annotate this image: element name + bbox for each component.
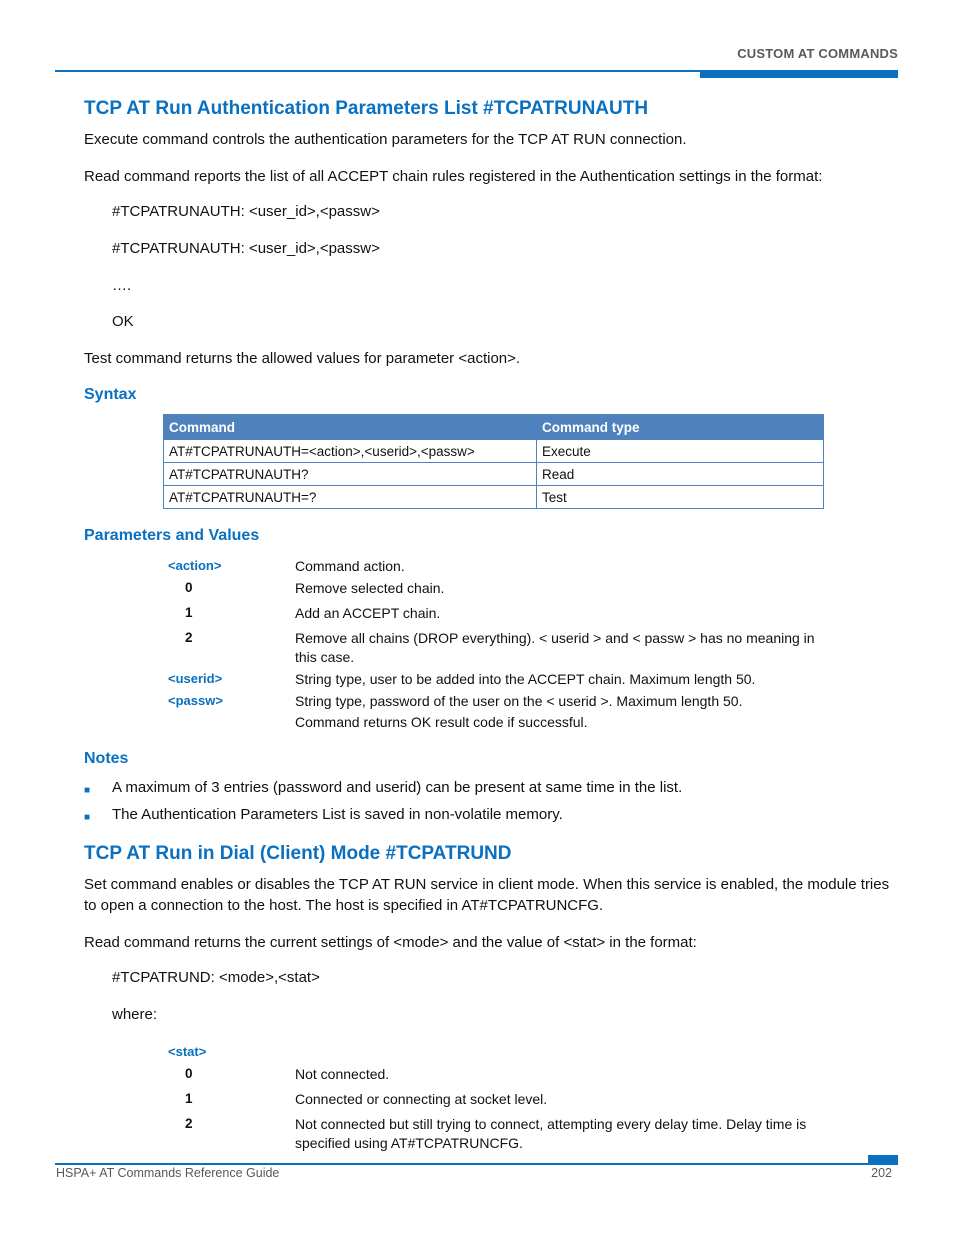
note-item: The Authentication Parameters List is saved in non-volatile memory. bbox=[112, 806, 563, 823]
format-line: #TCPATRUNAUTH: <user_id>,<passw> bbox=[112, 240, 380, 257]
section-title-tcpatrund: TCP AT Run in Dial (Client) Mode #TCPATRUND bbox=[84, 843, 512, 864]
table-row bbox=[164, 463, 824, 486]
section-title-tcpatrunauth: TCP AT Run Authentication Parameters List #TCPATRUNAUTH bbox=[84, 98, 649, 119]
footer-rule bbox=[55, 1163, 898, 1165]
syntax-heading: Syntax bbox=[84, 386, 137, 403]
param-name-userid: <userid> bbox=[168, 671, 223, 686]
format-line: #TCPATRUNAUTH: <user_id>,<passw> bbox=[112, 203, 380, 220]
column-header: Command bbox=[164, 415, 537, 440]
test-command-paragraph: Test command returns the allowed values for parameter <action>. bbox=[84, 350, 521, 367]
format-ellipsis: …. bbox=[112, 277, 132, 294]
table-row bbox=[164, 440, 824, 463]
param-value-desc: Remove selected chain. bbox=[295, 580, 445, 596]
format-ok: OK bbox=[112, 313, 134, 330]
syntax-table bbox=[163, 414, 824, 509]
param-value-desc: Not connected but still trying to connect, attempting every delay time. Delay time is specified using AT#TCPATRUNCFG. bbox=[295, 1116, 807, 1151]
parameters-heading: Parameters and Values bbox=[84, 527, 260, 544]
table-header-row bbox=[164, 415, 824, 440]
note-item: A maximum of 3 entries (password and userid) can be present at same time in the list. bbox=[112, 779, 683, 796]
param-name-stat: <stat> bbox=[168, 1044, 207, 1059]
param-name-action: <action> bbox=[168, 558, 222, 573]
command-cell: AT#TCPATRUNAUTH=<action>,<userid>,<passw> bbox=[164, 440, 537, 463]
table-row bbox=[164, 486, 824, 509]
param-desc-passw: String type, password of the user on the < userid >. Maximum length 50. bbox=[295, 693, 743, 709]
where-label: where: bbox=[112, 1006, 158, 1023]
param-desc-action: Command action. bbox=[295, 558, 405, 574]
bullet-square-icon: ■ bbox=[84, 812, 91, 823]
param-value-desc: Not connected. bbox=[295, 1066, 390, 1082]
column-header: Command type bbox=[537, 415, 824, 440]
header-rule-accent bbox=[700, 70, 898, 78]
read-command-paragraph: Read command reports the list of all ACCEPT chain rules registered in the Authentication settings in the format: bbox=[84, 168, 823, 185]
param-value: 2 bbox=[185, 630, 193, 645]
bullet-square-icon: ■ bbox=[84, 785, 91, 796]
read-command-paragraph: Read command returns the current settings of <mode> and the value of <stat> in the format: bbox=[84, 934, 697, 951]
intro-paragraph: Execute command controls the authentication parameters for the TCP AT RUN connection. bbox=[84, 131, 687, 148]
running-header: CUSTOM AT COMMANDS bbox=[737, 46, 898, 61]
param-value: 0 bbox=[185, 580, 193, 595]
format-line: #TCPATRUND: <mode>,<stat> bbox=[112, 969, 320, 986]
param-value: 0 bbox=[185, 1066, 193, 1081]
command-type-cell: Test bbox=[537, 486, 824, 509]
footer-doc-title: HSPA+ AT Commands Reference Guide bbox=[56, 1166, 280, 1180]
param-value-desc: Remove all chains (DROP everything). < userid > and < passw > has no meaning in this case. bbox=[295, 630, 815, 665]
command-type-cell: Read bbox=[537, 463, 824, 486]
command-cell: AT#TCPATRUNAUTH? bbox=[164, 463, 537, 486]
intro-paragraph: Set command enables or disables the TCP AT RUN service in client mode. When this service is enabled, the module tries to open a connection to the host. The host is specified in AT#TCPATRUNCFG. bbox=[84, 876, 890, 914]
param-value: 1 bbox=[185, 1091, 193, 1106]
notes-heading: Notes bbox=[84, 750, 129, 767]
param-value-desc: Connected or connecting at socket level. bbox=[295, 1091, 548, 1107]
param-value: 2 bbox=[185, 1116, 193, 1131]
param-value-desc: Add an ACCEPT chain. bbox=[295, 605, 441, 621]
command-type-cell: Execute bbox=[537, 440, 824, 463]
page-number: 202 bbox=[871, 1166, 892, 1180]
param-desc-userid: String type, user to be added into the ACCEPT chain. Maximum length 50. bbox=[295, 671, 756, 687]
param-value: 1 bbox=[185, 605, 193, 620]
param-name-passw: <passw> bbox=[168, 693, 223, 708]
param-desc-result: Command returns OK result code if successful. bbox=[295, 714, 588, 730]
command-cell: AT#TCPATRUNAUTH=? bbox=[164, 486, 537, 509]
